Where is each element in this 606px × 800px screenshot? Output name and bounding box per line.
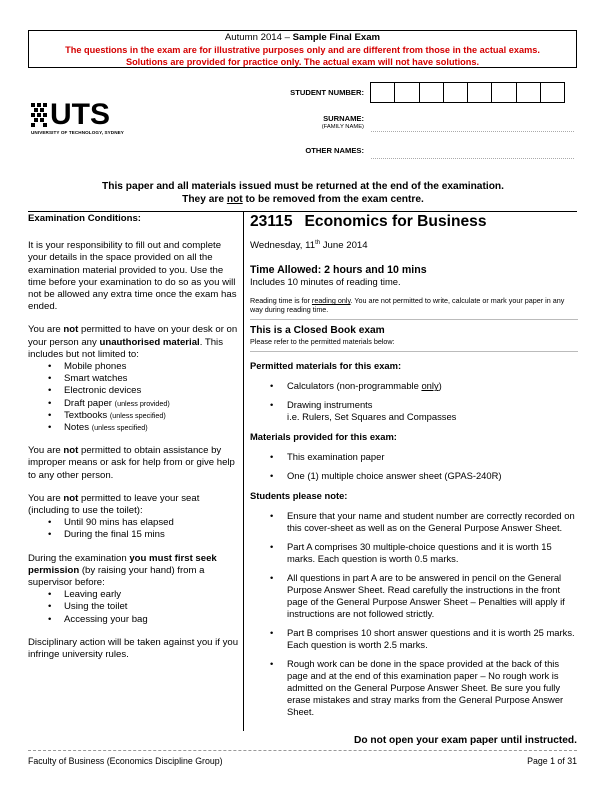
logo-subtitle: UNIVERSITY OF TECHNOLOGY, SYDNEY (31, 130, 124, 135)
reading-time-included: Includes 10 minutes of reading time. (250, 276, 401, 288)
footer-faculty: Faculty of Business (Economics Discipline Group) (28, 756, 223, 766)
page-number: Page 1 of 31 (527, 756, 577, 766)
list-item: • Until 90 mins has elapsed (28, 517, 240, 529)
list-item: • All questions in part A are to be answered in pencil on the General Purpose Answer Sheet. Read carefully the instructions in the front page of the General Purpose Answer Sheet – Penalties will apply if instructions are not followed strictly. (250, 572, 578, 620)
conditions-p6: Disciplinary action will be taken against you if you infringe university rules. (28, 636, 239, 661)
list-item: • One (1) multiple choice answer sheet (GPAS-240R) (250, 470, 578, 482)
refer-note: Please refer to the permitted materials below: (250, 337, 395, 347)
conditions-p2: You are not permitted to have on your desk or on your person any unauthorised material. This includes but not limited to: (28, 324, 238, 360)
seat-list (28, 517, 240, 541)
permitted-title: Permitted materials for this exam: (250, 360, 402, 372)
student-number-label: STUDENT NUMBER: (290, 88, 364, 97)
time-allowed: Time Allowed: 2 hours and 10 mins (250, 264, 427, 277)
uts-crest-icon (31, 103, 48, 127)
separator (250, 351, 578, 352)
exam-conditions (28, 212, 240, 672)
student-number-boxes[interactable] (371, 82, 565, 103)
students-note-title: Students please note: (250, 490, 348, 502)
list-item: • Ensure that your name and student number are correctly recorded on this cover-sheet as well as on the General Purpose Answer Sheet. (250, 510, 578, 534)
digit-box[interactable] (491, 82, 516, 103)
conditions-p3: You are not permitted to obtain assistance by improper means or ask for help from or give help to any other person. (28, 445, 235, 481)
digit-box[interactable] (419, 82, 444, 103)
list-item: • Leaving early (28, 589, 240, 601)
disclaimer-box (28, 30, 577, 68)
list-item: • Draft paper (unless provided) (28, 398, 240, 410)
list-item: • Notes (unless specified) (28, 422, 240, 434)
list-item: • Using the toilet (28, 601, 240, 613)
warning-line-1: The questions in the exam are for illustrative purposes only and are different from those in the actual exams. (65, 45, 540, 55)
footer-divider (28, 750, 577, 751)
separator (250, 319, 578, 320)
students-note-list (250, 510, 578, 718)
list-item: • Smart watches (28, 373, 240, 385)
course-title: 23115 Economics for Business (250, 213, 487, 230)
list-item: • Mobile phones (28, 361, 240, 373)
permitted-list (250, 380, 578, 423)
digit-box[interactable] (540, 82, 565, 103)
unauthorised-list (28, 361, 240, 434)
surname-field[interactable] (371, 131, 574, 132)
conditions-p4: You are not permitted to leave your seat (including to use the toilet): (28, 492, 200, 517)
digit-box[interactable] (516, 82, 541, 103)
do-not-open-instruction: Do not open your exam paper until instructed. (353, 735, 577, 746)
list-item: • Part B comprises 10 short answer questions and it is worth 25 marks. Each question is worth 2.5 marks. (250, 627, 578, 651)
conditions-p5: During the examination you must first seek permission (by raising your hand) from a supervisor before: (28, 552, 217, 589)
exam-date: Wednesday, 11th June 2014 (250, 240, 368, 252)
other-names-field[interactable] (371, 158, 574, 159)
exam-session: Autumn 2014 – Sample Final Exam (224, 32, 381, 43)
digit-box[interactable] (394, 82, 419, 103)
list-item: • Drawing instruments i.e. Rulers, Set Squares and Compasses (250, 399, 578, 423)
provided-list (250, 451, 578, 482)
other-names-label: OTHER NAMES: (305, 146, 364, 155)
list-item: • Accessing your bag (28, 614, 240, 626)
list-item: • During the final 15 mins (28, 529, 240, 541)
digit-box[interactable] (467, 82, 492, 103)
conditions-title: Examination Conditions: (28, 213, 141, 224)
closed-book-heading: This is a Closed Book exam (250, 325, 385, 337)
exam-details (250, 213, 578, 725)
logo-text: UTS (50, 98, 110, 131)
list-item: • Rough work can be done in the space provided at the back of this page and at the end of this examination paper – No rough work is admitted on the General Purpose Answer Sheet. Be sure you fully erase mistakes and stray marks from the General Purpose Answer Sheet. (250, 658, 578, 718)
conditions-p1: It is your responsibility to fill out and complete your details in the space provided on all the examination material provided to you. Use the time before your examination to do so as you will not be allowed any extra time once the exam has ended. (28, 240, 237, 313)
digit-box[interactable] (443, 82, 468, 103)
digit-box[interactable] (370, 82, 395, 103)
uts-logo (31, 98, 124, 135)
provided-title: Materials provided for this exam: (250, 431, 397, 443)
list-item: • Electronic devices (28, 385, 240, 397)
list-item: • This examination paper (250, 451, 578, 463)
surname-label: SURNAME: (323, 114, 364, 123)
list-item: • Part A comprises 30 multiple-choice questions and it is worth 15 marks. Each question is worth 0.5 marks. (250, 541, 578, 565)
reading-time-note: Reading time is for reading only. You are not permitted to write, calculate or mark your paper in any way during reading time. (250, 296, 565, 315)
surname-sublabel: (FAMILY NAME) (321, 124, 364, 130)
warning-line-2: Solutions are provided for practice only. The actual exam will not have solutions. (125, 57, 480, 67)
column-divider (243, 211, 244, 731)
list-item: • Calculators (non-programmable only) (250, 380, 578, 392)
permission-list (28, 589, 240, 626)
list-item: • Textbooks (unless specified) (28, 410, 240, 422)
return-notice: This paper and all materials issued must be returned at the end of the examination. They are not to be removed from the exam centre. (102, 181, 504, 205)
